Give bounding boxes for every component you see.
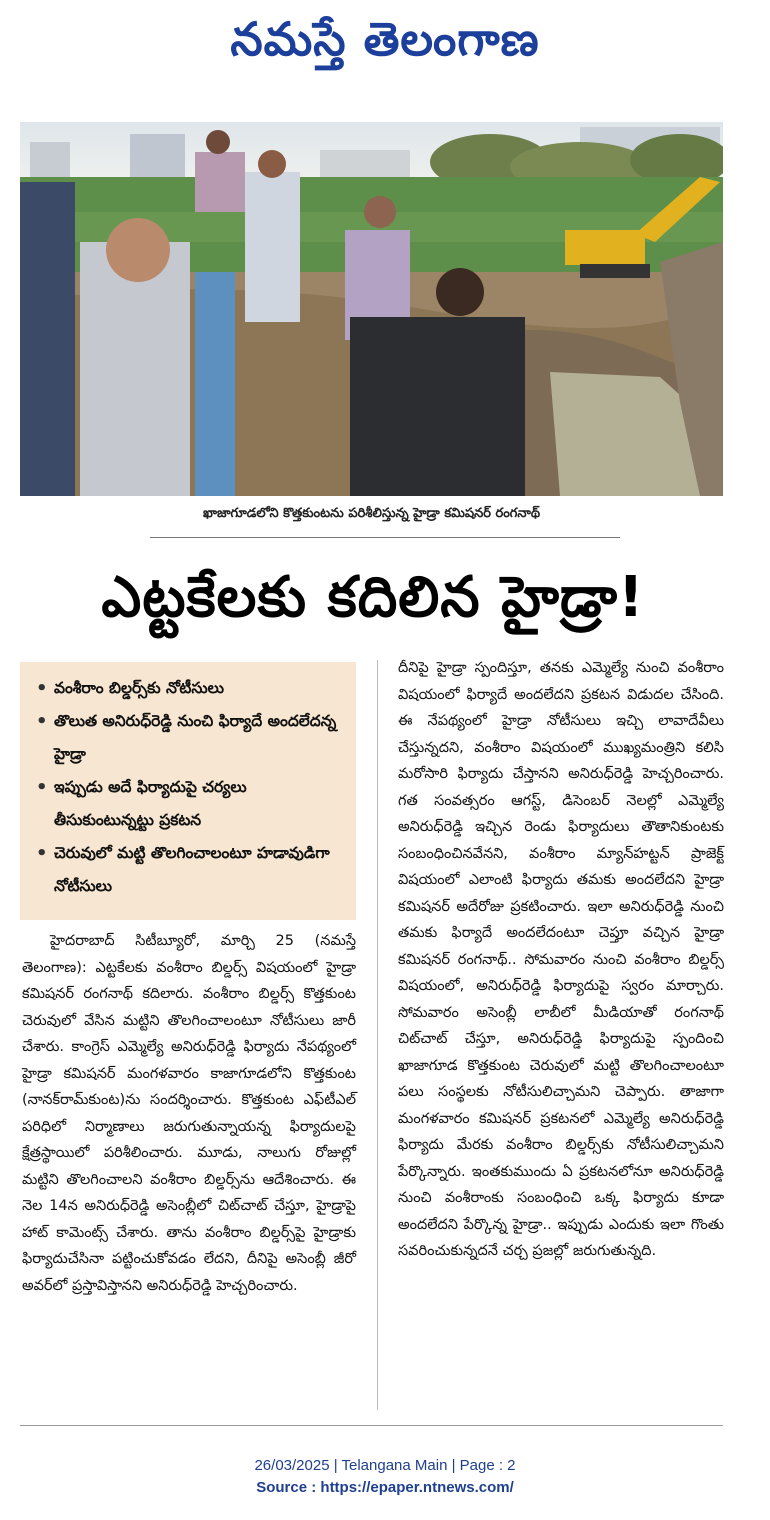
article-paragraph: హైదరాబాద్ సిటీబ్యూరో, మార్చి 25 (నమస్తే తెలంగాణ): ఎట్టకేలకు వంశీరాం బిల్డర్స్ విషయంలో హైడ్రా కమిషనర్ రంగనాథ్ కదిలారు. వంశీరాం బిల్డర్స్ కొత్తకుంట చెరువులో వేసిన మట్టిని తొలగించాలంటూ నోటీసులు జారీ చేశారు. కాంగ్రెస్ ఎమ్మెల్యే అనిరుధ్‌రెడ్డి ఫిర్యాదు నేపథ్యంలో హైడ్రా కమిషనర్ మంగళవారం కాజాగూడలోని కొత్తకుంట (నానక్‌రామ్‌కుంట)ను సందర్శించారు. కొత్తకుంట ఎఫ్‌టీఎల్ పరిధిలో నిర్మాణాలు జరుగుతున్నాయన్న ఫిర్యాదులపై క్షేత్రస్థాయిలో పరిశీలించారు. మూడు, నాలుగు రోజుల్లో మట్టిని తొలగించాలని వంశీరాం బిల్డర్స్‌ను ఆదేశించారు. ఈ నెల 14న అనిరుధ్‌రెడ్డి అసెంబ్లీలో చిట్‌చాట్ చేస్తూ, హైడ్రాపై హాట్ కామెంట్స్ చేశారు. తాను వంశీరాం బిల్డర్స్‌పై హైడ్రాకు ఫిర్యాదుచేసినా పట్టించుకోవడం లేదని, దీనిపై అసెంబ్లీ జీరో అవర్‌లో ప్రస్తావిస్తానని అనిరుధ్‌రెడ్డి హెచ్చరించారు. bbox=[22, 933, 356, 1294]
highlight-item: • చెరువులో మట్టి తొలగించాలంటూ హడావుడిగా నోటీసులు bbox=[34, 837, 346, 903]
column-divider bbox=[377, 660, 378, 1410]
article-column-left bbox=[22, 928, 356, 1299]
caption-divider bbox=[150, 537, 620, 538]
article-headline: ఎట్టకేలకు కదిలిన హైడ్రా! bbox=[101, 565, 645, 630]
news-photo bbox=[20, 122, 723, 496]
highlight-item: • వంశీరాం బిల్డర్స్‌కు నోటీసులు bbox=[34, 672, 346, 705]
highlights-box bbox=[20, 662, 356, 920]
article-column-right bbox=[398, 655, 724, 1265]
newspaper-masthead: నమస్తే తెలంగాణ bbox=[230, 12, 540, 66]
footer-divider bbox=[20, 1425, 723, 1426]
edition-info: 26/03/2025 | Telangana Main | Page : 2 bbox=[254, 1457, 516, 1474]
highlight-item: • ఇప్పుడు అదే ఫిర్యాదుపై చర్యలు తీసుకుంటున్నట్టు ప్రకటన bbox=[34, 771, 346, 837]
photo-caption: ఖాజాగూడలోని కొత్తకుంటను పరిశీలిస్తున్న హైడ్రా కమిషనర్ రంగనాథ్ bbox=[202, 506, 541, 521]
article-paragraph: దీనిపై హైడ్రా స్పందిస్తూ, తనకు ఎమ్మెల్యే నుంచి వంశీరాం విషయంలో ఫిర్యాదే అందలేదని ప్రకటన విడుదల చేసింది. ఈ నేపథ్యంలో హైడ్రా నోటీసులు ఇచ్చి లావాదేవీలు చేస్తున్నదని, వంశీరాం విషయంలో ముఖ్యమంత్రిని కలిసి మరోసారి ఫిర్యాదు చేస్తానని అనిరుధ్‌రెడ్డి హెచ్చరించారు. గత సంవత్సరం ఆగస్ట్, డిసెంబర్ నెలల్లో ఎమ్మెల్యే అనిరుధ్‌రెడ్డి ఇచ్చిన రెండు ఫిర్యాదులు తౌతానికుంటకు సంబంధించినవేనని, వంశీరాం మ్యాన్‌హట్టన్ ప్రాజెక్ట్ విషయంలో ఎలాంటి ఫిర్యాదు తమకు అందలేదని హైడ్రా కమిషనర్ అదేరోజు ప్రకటించారు. ఇలా అనిరుధ్‌రెడ్డి నుంచి తమకు ఫిర్యాదే అందలేదంటూ చెప్తూ వచ్చిన హైడ్రా కమిషనర్ రంగనాథ్.. సోమవారం నుంచి వంశీరాం బిల్డర్స్ విషయంలో, అనిరుధ్‌రెడ్డి ఫిర్యాదుపై స్వరం మార్చారు. సోమవారం అసెంబ్లీ లాబీలో మీడియాతో రంగనాథ్ చిట్‌చాట్ చేస్తూ, అనిరుధ్‌రెడ్డి ఫిర్యాదుపై స్పందించి ఖాజాగూడ కొత్తకుంట చెరువులో మట్టి తొలగించాలంటూ పలు సంస్థలకు నోటీసులిచ్చామని చెప్పారు. తాజాగా మంగళవారం కమిషనర్ ప్రకటనలో ఎమ్మెల్యే అనిరుధ్‌రెడ్డి ఫిర్యాదు మేరకు వంశీరాం బిల్డర్స్‌కు నోటీసులిచ్చామని పేర్కొన్నారు. ఇంతకుముందు ఏ ప్రకటనలోనూ అనిరుధ్‌రెడ్డి నుంచి వంశీరాంకు సంబంధించి ఒక్క ఫిర్యాదు కూడా అందలేదని పేర్కొన్న హైడ్రా.. ఇప్పుడు ఎందుకు ఇలా గొంతు సవరించుకున్నదనే చర్చ ప్రజల్లో జరుగుతున్నది. bbox=[398, 660, 724, 1259]
page-footer bbox=[0, 1455, 770, 1499]
source-link[interactable]: Source : https://epaper.ntnews.com/ bbox=[256, 1479, 514, 1496]
highlight-item: • తొలుత అనిరుధ్‌రెడ్డి నుంచి ఫిర్యాదే అందలేదన్న హైడ్రా bbox=[34, 705, 346, 771]
